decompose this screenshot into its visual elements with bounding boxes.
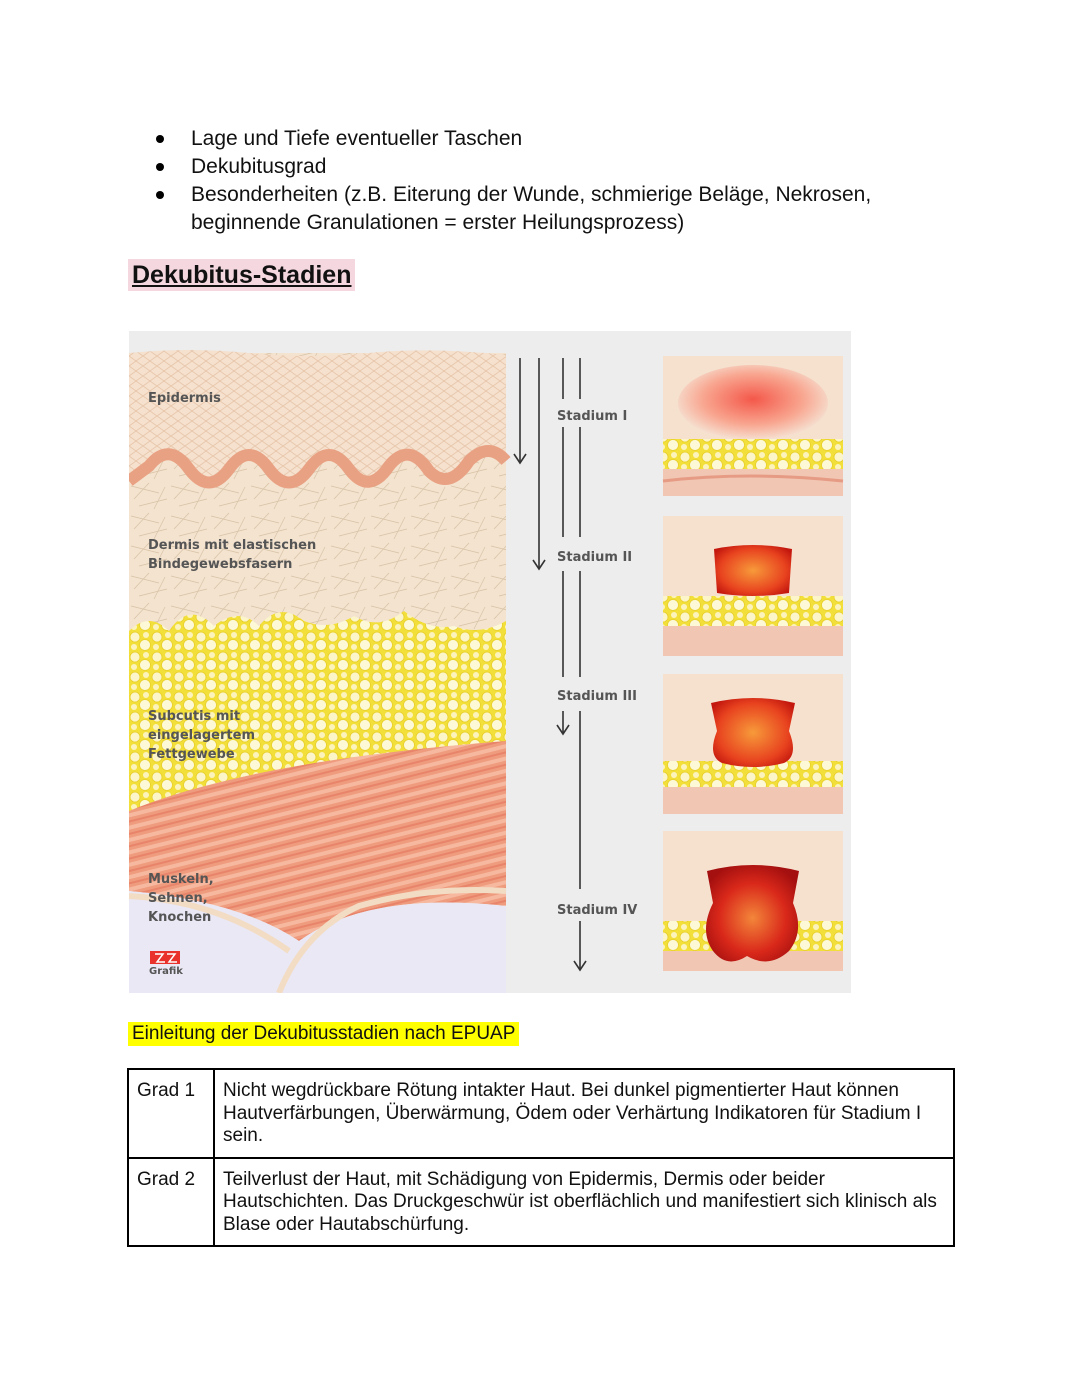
table-row <box>128 1069 954 1158</box>
stage-3-illustration <box>663 674 843 814</box>
stage-label-3: Stadium III <box>557 689 637 704</box>
stage-label-1: Stadium I <box>557 409 628 424</box>
label-muscle-line1: Muskeln, <box>148 872 214 887</box>
label-subcutis-line2: eingelagertem <box>148 728 255 743</box>
label-dermis-line1: Dermis mit elastischen <box>148 538 317 553</box>
section-title: Dekubitus-Stadien <box>128 259 355 291</box>
label-subcutis-line3: Fettgewebe <box>148 747 235 762</box>
label-epidermis: Epidermis <box>148 391 221 406</box>
grades-table <box>127 1068 955 1247</box>
figure-illustration <box>129 331 851 993</box>
bullet-dot-icon <box>156 163 164 171</box>
grade-cell: Grad 2 <box>128 1158 214 1247</box>
bullet-item: Dekubitusgrad <box>150 153 950 181</box>
bullet-dot-icon <box>156 135 164 143</box>
label-muscle-line3: Knochen <box>148 910 212 925</box>
bullet-list <box>150 125 950 237</box>
label-muscle-line2: Sehnen, <box>148 891 208 906</box>
bullet-item: Besonderheiten (z.B. Eiterung der Wunde, schmierige Beläge, Nekrosen, beginnende Granulationen = erster Heilungsprozess) <box>150 181 950 237</box>
depth-arrows <box>514 358 586 970</box>
figure-caption: Einleitung der Dekubitusstadien nach EPUAP <box>128 1022 519 1046</box>
label-dermis-line2: Bindegewebsfasern <box>148 557 293 572</box>
stage-1-illustration <box>663 356 843 496</box>
bullet-dot-icon <box>156 191 164 199</box>
label-subcutis-line1: Subcutis mit <box>148 709 241 724</box>
stage-label-2: Stadium II <box>557 550 633 565</box>
description-cell: Teilverlust der Haut, mit Schädigung von Epidermis, Dermis oder beider Hautschichten. Das Druckgeschwür ist oberflächlich und manifestiert sich klinisch als Blase oder Hautabschürfung. <box>214 1158 954 1247</box>
description-cell: Nicht wegdrückbare Rötung intakter Haut. Bei dunkel pigmentierter Haut können Hautverfärbungen, Überwärmung, Ödem oder Verhärtung Indikatoren für Stadium I sein. <box>214 1069 954 1158</box>
decubitus-stages-figure <box>129 331 851 993</box>
bullet-item: Lage und Tiefe eventueller Taschen <box>150 125 950 153</box>
logo-caption: Grafik <box>149 966 183 977</box>
stage-label-4: Stadium IV <box>557 903 638 918</box>
publisher-logo <box>149 951 183 977</box>
table-row <box>128 1158 954 1247</box>
stage-4-illustration <box>663 831 843 971</box>
grade-cell: Grad 1 <box>128 1069 214 1158</box>
stage-2-illustration <box>663 516 843 656</box>
